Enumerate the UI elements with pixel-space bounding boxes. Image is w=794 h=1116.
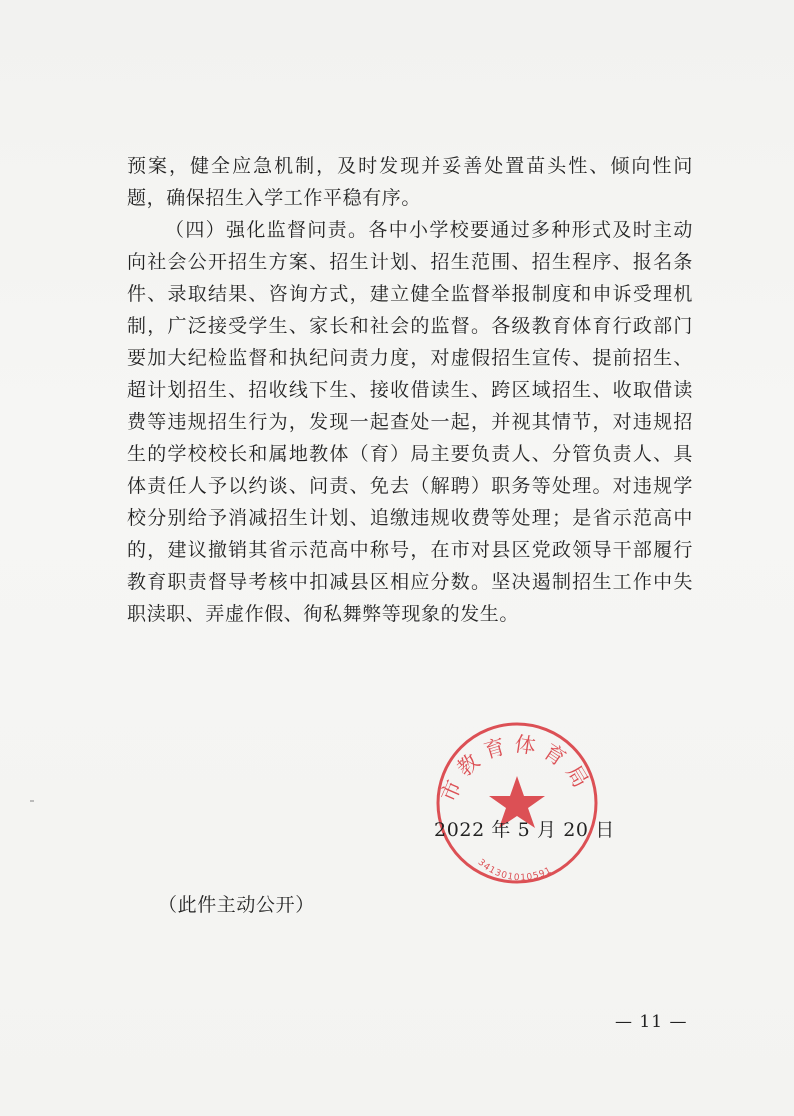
paragraph-1: 预案，健全应急机制，及时发现并妥善处置苗头性、倾向性问题，确保招生入学工作平稳有序。 — [127, 155, 693, 209]
seal-code — [476, 858, 554, 884]
seal-title-path: 市教育体育局 — [436, 731, 597, 806]
document-date: 2022 年 5 月 20 日 — [434, 819, 615, 841]
body-text — [127, 150, 693, 630]
scan-speck — [30, 800, 34, 802]
official-seal — [432, 718, 602, 888]
page-number: — 11 — — [615, 1012, 688, 1032]
paragraph-2: （四）强化监督问责。各中小学校要通过多种形式及时主动向社会公开招生方案、招生计划、招生范围、招生程序、报名条件、录取结果、咨询方式，建立健全监督举报制度和申诉受理机制，广泛接受学生、家长和社会的监督。各级教育体育行政部门要加大纪检监督和执纪问责力度，对虚假招生宣传、提前招生、超计划招生、招收线下生、接收借读生、跨区域招生、收取借读费等违规招生行为，发现一起查处一起，并视其情节，对违规招生的学校校长和属地教体（育）局主要负责人、分管负责人、具体责任人予以约谈、问责、免去（解聘）职务等处理。对违规学校分别给予消减招生计划、追缴违规收费等处理；是省示范高中的，建议撤销其省示范高中称号，在市对县区党政领导干部履行教育职责督导考核中扣减县区相应分数。坚决遏制招生工作中失职渎职、弄虚作假、徇私舞弊等现象的发生。 — [127, 219, 693, 625]
public-note: （此件主动公开） — [158, 894, 315, 916]
seal-code-path: 341301010591 — [475, 857, 554, 884]
